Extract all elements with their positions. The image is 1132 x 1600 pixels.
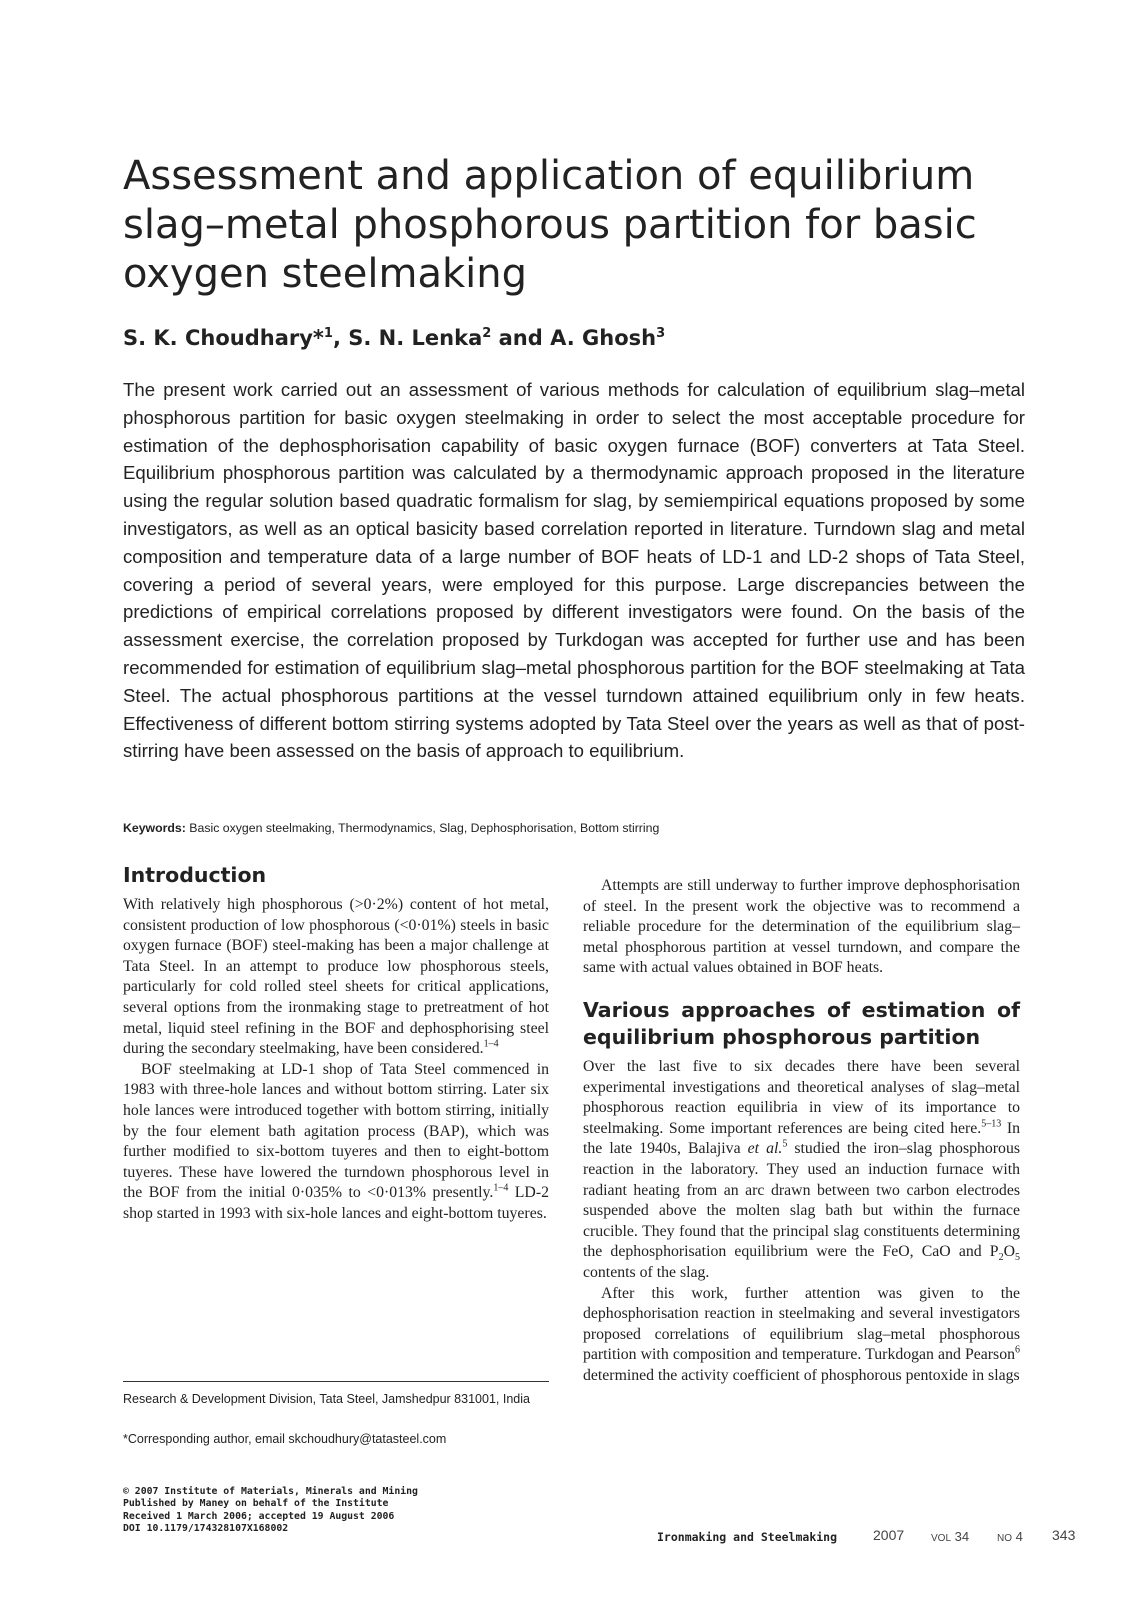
journal-year: 2007 <box>873 1527 905 1543</box>
author-2: S. N. Lenka <box>348 326 483 350</box>
abstract: The present work carried out an assessment of various methods for calculation of equilibrium slag–metal phosphorous partition for basic oxygen steelmaking in order to select the most acceptable procedure for estimation of the dephosphorisation capability of basic oxygen furnace (BOF) converters at Tata Steel. Equilibrium phosphorous partition was calculated by a thermodynamic approach proposed in the literature using the regular solution based quadratic formalism for slag, by semiempirical equations proposed by some investigators, as well as an optical basicity based correlation reported in literature. Turndown slag and metal composition and temperature data of a large number of BOF heats of LD-1 and LD-2 shops of Tata Steel, covering a period of several years, were employed for this purpose. Large discrepancies between the predictions of empirical correlations proposed by different investigators were found. On the basis of the assessment exercise, the correlation proposed by Turkdogan was accepted for further use and has been recommended for estimation of equilibrium slag–metal phosphorous partition for the BOF steelmaking at Tata Steel. The actual phosphorous partitions at the vessel turndown attained equilibrium only in few heats. Effectiveness of different bottom stirring systems adopted by Tata Steel over the years as well as that of post-stirring have been assessed on the basis of approach to equilibrium. <box>123 379 1025 762</box>
approaches-paragraph-1 <box>583 1057 1020 1284</box>
issue-label: NO <box>997 1533 1012 1544</box>
intro-paragraph-1 <box>123 895 549 1060</box>
left-column <box>123 862 549 1225</box>
approaches-paragraph-2 <box>583 1284 1020 1387</box>
doi-line: DOI 10.1179/174328107X168002 <box>123 1523 289 1535</box>
author-separator: , <box>332 326 349 350</box>
author-list <box>123 326 665 350</box>
section-heading-introduction: Introduction <box>123 863 267 887</box>
subscript: 2 <box>998 1252 1004 1264</box>
publisher-line: Published by Maney on behalf of the Institute <box>123 1498 389 1510</box>
footnote-divider <box>123 1381 549 1382</box>
keywords-text: Basic oxygen steelmaking, Thermodynamics, Slag, Dephosphorisation, Bottom stirring <box>185 821 660 835</box>
body-text: After this work, further attention was given to the dephosphorisation reaction in steelmaking and several investigators proposed correlations of equilibrium slag–metal phosphorous partition with composition and temperature. Turkdogan and Pearson <box>583 1284 1020 1364</box>
author-1: S. K. Choudhary* <box>123 326 324 350</box>
author-2-affiliation-marker: 2 <box>482 326 492 341</box>
volume-label: VOL <box>931 1533 952 1544</box>
intro-text: LD-2 shop started in 1993 with six-hole lances and eight-bottom tuyeres. <box>123 1184 549 1222</box>
subscript: 5 <box>1015 1252 1020 1264</box>
body-text: Over the last five to six decades there have been several experimental investigations and theoretical analyses of slag–metal phosphorous reaction equilibria in view of its importance to steelmaking. Some important references are being cited here. <box>583 1057 1020 1137</box>
section-heading-approaches: Various approaches of estimation of equilibrium phosphorous partition <box>583 997 1020 1049</box>
body-text: O <box>1003 1243 1015 1261</box>
citation-ref: 1–4 <box>493 1183 509 1195</box>
body-text: determined the activity coefficient of phosphorous pentoxide in slags <box>583 1366 1020 1384</box>
received-line: Received 1 March 2006; accepted 19 August 2006 <box>123 1510 395 1522</box>
citation-ref: 6 <box>1015 1345 1020 1357</box>
copyright-block <box>123 1486 418 1536</box>
body-text: In the late 1940s, Balajiva <box>583 1119 1020 1158</box>
body-text: contents of the slag. <box>583 1263 710 1281</box>
author-3: A. Ghosh <box>550 326 657 350</box>
copyright-line: © 2007 Institute of Materials, Minerals and Mining <box>123 1486 418 1497</box>
right-column <box>583 876 1020 1386</box>
author-3-affiliation-marker: 3 <box>656 326 666 341</box>
keywords-label: Keywords: <box>123 821 186 835</box>
journal-issue <box>997 1529 1023 1544</box>
body-text: studied the iron–slag phosphorous reaction in the laboratory. They used an induction furnace with radiant heating from an arc drawn between two carbon electrodes suspended above the molten slag bath but within the furnace crucible. They found that the principal slag constituents determining the dephosphorisation equilibrium were the FeO, CaO and P <box>583 1140 1020 1261</box>
corresponding-author-footnote: *Corresponding author, email skchoudhury@tatasteel.com <box>123 1432 447 1446</box>
issue-number: 4 <box>1015 1529 1023 1544</box>
page-number: 343 <box>1052 1527 1076 1543</box>
volume-number: 34 <box>954 1529 970 1544</box>
journal-name: Ironmaking and Steelmaking <box>657 1530 838 1544</box>
keywords <box>123 821 659 835</box>
et-al: et al. <box>747 1140 783 1158</box>
intro-text: BOF steelmaking at LD-1 shop of Tata Steel commenced in 1983 with three-hole lances and without bottom stirring. Later six hole lances were introduced together with bottom stirring, initially by the four element bath agitation process (BAP), which was further modified to six-bottom tuyeres and then to eight-bottom tuyeres. These have lowered the turndown phosphorous level in the BOF from the initial 0·035% to <0·013% presently. <box>123 1060 549 1202</box>
article-title: Assessment and application of equilibrium slag–metal phosphorous partition for basic oxygen steelmaking <box>123 153 977 297</box>
citation-ref: 5 <box>782 1139 788 1151</box>
intro-text: With relatively high phosphorous (>0·2%) content of hot metal, consistent production of low phosphorous (<0·01%) steels in basic oxygen furnace (BOF) steel-making has been a major challenge at Tata Steel. In an attempt to produce low phosphorous steels, particularly for cold rolled steel sheets for critical applications, several options from the ironmaking stage to pretreatment of hot metal, liquid steel refining in the BOF and dephosphorising steel during the secondary steelmaking, have been considered. <box>123 896 549 1058</box>
citation-ref: 1–4 <box>483 1038 499 1050</box>
journal-volume <box>931 1529 969 1544</box>
intro-paragraph-3: Attempts are still underway to further improve dephosphorisation of steel. In the present work the objective was to recommend a reliable procedure for the determination of the equilibrium slag–metal phosphorous partition at vessel turndown, and compare the same with actual values obtained in BOF heats. <box>583 877 1020 977</box>
affiliation-footnote: Research & Development Division, Tata Steel, Jamshedpur 831001, India <box>123 1392 530 1406</box>
author-1-affiliation-marker: 1 <box>323 326 333 341</box>
citation-ref: 5–13 <box>981 1118 1002 1130</box>
author-separator: and <box>491 326 551 350</box>
intro-paragraph-2 <box>123 1060 549 1225</box>
